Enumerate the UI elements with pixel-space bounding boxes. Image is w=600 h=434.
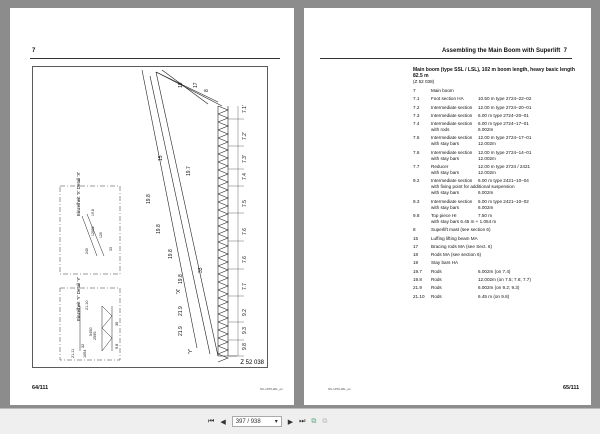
item-value: 10.50 m type 2724–22–02 bbox=[478, 96, 532, 102]
item-number: 7.1 bbox=[413, 96, 420, 102]
detail-y-label: 5450 bbox=[89, 327, 93, 336]
first-page-button[interactable]: ⏮ bbox=[208, 417, 215, 425]
item-number: 21.10 bbox=[413, 293, 425, 299]
detail-y-label: 21.11 bbox=[71, 348, 75, 358]
detail-x-label: 19.8 bbox=[91, 209, 95, 216]
item-value: 12.00 m type 2724–17–01 12.002m bbox=[478, 135, 532, 147]
list-item bbox=[413, 236, 583, 242]
boom-label: 33 bbox=[198, 267, 204, 273]
boom-label: 18 bbox=[178, 82, 184, 88]
previous-page-button[interactable]: ◀ bbox=[220, 418, 226, 426]
item-value: 6.00 m type 2421–10–02 6.002m bbox=[478, 198, 529, 210]
page-display: 397 / 938 bbox=[235, 419, 261, 425]
item-description: Intermediate section bbox=[431, 178, 473, 184]
item-value bbox=[491, 227, 584, 233]
item-description: Top piece HI bbox=[431, 212, 457, 218]
item-description: Reducer with stay bars bbox=[431, 164, 460, 176]
list-item bbox=[413, 252, 583, 258]
item-number: 9.3 bbox=[413, 198, 420, 204]
item-value: 6.45 m (on 9.8) bbox=[478, 293, 510, 299]
page-number: 65/111 bbox=[563, 385, 580, 391]
item-number: 7.3 bbox=[413, 112, 420, 118]
boom-label: 'X' bbox=[176, 288, 182, 294]
item-value bbox=[458, 260, 583, 266]
list-item bbox=[413, 113, 583, 119]
item-number: 7 bbox=[413, 88, 416, 93]
item-description: Rods MA (see section 6) bbox=[431, 252, 482, 258]
item-value bbox=[454, 88, 583, 94]
item-number: 7.6 bbox=[413, 149, 420, 155]
boom-label: 21.9 bbox=[178, 306, 184, 316]
item-value bbox=[478, 236, 583, 242]
section-label: 7.2' bbox=[242, 132, 248, 140]
item-number: 18 bbox=[413, 252, 419, 258]
item-number: 7.2 bbox=[413, 104, 420, 110]
detail-y-label: 35 bbox=[115, 321, 119, 326]
list-item bbox=[413, 135, 583, 147]
item-description: Intermediate section with rods bbox=[431, 121, 473, 133]
item-value: 6.00 m type 2724–20–01 bbox=[478, 112, 529, 118]
boom-label: 19.8 bbox=[156, 224, 162, 234]
item-description: Foot section HA bbox=[431, 96, 464, 102]
section-label: 9.8 bbox=[242, 343, 248, 350]
item-description: Intermediate section with stay bars bbox=[431, 149, 473, 161]
item-value: 6.00 m type 2724–17–01 6.002m bbox=[478, 121, 529, 133]
list-item bbox=[413, 199, 583, 211]
list-item bbox=[413, 269, 583, 275]
list-item bbox=[413, 227, 583, 233]
list-item bbox=[413, 178, 583, 196]
list-item bbox=[413, 150, 583, 162]
page-header bbox=[442, 48, 567, 54]
header-rule bbox=[320, 58, 572, 59]
drawing-ref: Z 52 038 bbox=[240, 360, 264, 366]
section-label: 7.6 bbox=[242, 256, 248, 263]
paste-icon[interactable]: ⧉ bbox=[322, 417, 328, 425]
item-value: 6.002m (on 9.2; 9.3) bbox=[478, 285, 520, 291]
item-description: Rods bbox=[431, 268, 442, 274]
detail-x-label: 240 bbox=[85, 248, 89, 254]
item-description: Stay bars HA bbox=[431, 260, 459, 266]
item-description: Main boom bbox=[431, 88, 454, 93]
list-item bbox=[413, 88, 583, 94]
boom-label: 19.7 bbox=[186, 166, 192, 176]
detail-x-label: 33 bbox=[109, 247, 113, 251]
chapter-number: 7 bbox=[563, 48, 567, 54]
list-item bbox=[413, 260, 583, 266]
boom-label: 'Y' bbox=[188, 348, 194, 354]
detail-x-title: Einzelheit 'X' Detail 'X' bbox=[76, 171, 81, 216]
item-description: Superlift mast (see section 6) bbox=[431, 227, 491, 233]
item-value: 6.002m bbox=[478, 190, 494, 196]
item-value: 6.00 m type 2421–10–04 bbox=[478, 178, 529, 184]
list-item bbox=[413, 277, 583, 283]
list-item bbox=[413, 121, 583, 133]
item-description: Intermediate section with stay bars bbox=[431, 198, 473, 210]
item-description: Rods bbox=[431, 285, 442, 291]
item-value: 12.002m (on 7.5; 7.6; 7.7) bbox=[478, 277, 531, 283]
header-title: Assembling the Main Boom with Superlift bbox=[441, 48, 561, 54]
detail-y-label: 32 bbox=[81, 343, 85, 348]
chapter-number: 7 bbox=[32, 48, 36, 54]
item-description: Intermediate section bbox=[431, 112, 473, 118]
item-note: with fixing point for additional suspension bbox=[431, 184, 515, 190]
item-note: with stay bars 6.45 m + 1.054 m bbox=[431, 218, 497, 224]
dropdown-icon[interactable]: ▾ bbox=[274, 419, 278, 425]
item-description: Rods bbox=[431, 293, 442, 299]
section-label: 9.2 bbox=[242, 309, 248, 316]
header-rule bbox=[30, 58, 280, 59]
page-number: 64/111 bbox=[32, 385, 49, 391]
item-number: 9.8 bbox=[413, 212, 420, 218]
last-page-button[interactable]: ⏭ bbox=[299, 417, 306, 425]
item-value: 12.00 m type 2724 / 2421 12.002m bbox=[478, 164, 531, 176]
item-value bbox=[481, 252, 583, 258]
parts-list bbox=[413, 67, 583, 300]
list-item bbox=[413, 164, 583, 176]
doc-code: SC-1970-20L_en bbox=[328, 387, 351, 391]
boom-label: 21.9 bbox=[178, 326, 184, 336]
list-title: Main boom (type SSL / LSL), 102 m boom length, heavy basic length 82.5 m bbox=[413, 67, 575, 79]
left-page bbox=[10, 8, 294, 405]
detail-y-label: 2595 bbox=[93, 331, 97, 340]
boom-label: 19.8 bbox=[168, 249, 174, 259]
item-number: 17 bbox=[413, 243, 419, 249]
detail-y-label: 1054 bbox=[83, 349, 87, 358]
item-value: 6.002m (on 7.4) bbox=[478, 268, 511, 274]
item-number: 19.8 bbox=[413, 277, 422, 283]
boom-label: 8 bbox=[204, 89, 210, 92]
item-value: 7.50 m bbox=[478, 212, 493, 218]
section-label: 7.3' bbox=[242, 155, 248, 163]
list-item bbox=[413, 244, 583, 250]
detail-y-title: Einzelheit 'Y' Detail 'Y' bbox=[76, 276, 81, 321]
detail-y-label: 21.10 bbox=[85, 300, 89, 310]
item-number: 7.5 bbox=[413, 135, 420, 141]
section-label: 7.7 bbox=[242, 283, 248, 290]
item-number: 19.7 bbox=[413, 268, 422, 274]
boom-label: 17 bbox=[193, 82, 199, 88]
item-number: 21.9 bbox=[413, 285, 422, 291]
next-page-button[interactable]: ▶ bbox=[287, 418, 294, 426]
detail-x-label: 12002 bbox=[91, 226, 95, 236]
detail-x-label: 120 bbox=[99, 232, 103, 238]
list-item bbox=[413, 96, 583, 102]
boom-label: 15 bbox=[158, 155, 164, 161]
detail-y-label: 9.8 bbox=[115, 343, 119, 349]
item-description: Luffing lifting beam MA bbox=[431, 235, 478, 241]
boom-label: 19.8 bbox=[178, 274, 184, 284]
item-note: with stay bars bbox=[431, 190, 460, 196]
item-value: 12.00 m type 2724–14–01 12.002m bbox=[478, 149, 532, 161]
item-number: 8 bbox=[413, 227, 416, 233]
right-page bbox=[304, 8, 591, 405]
item-number: 7.4 bbox=[413, 121, 420, 127]
section-label: 7.4 bbox=[242, 173, 248, 180]
list-item bbox=[413, 285, 583, 291]
item-value bbox=[492, 244, 583, 250]
item-number: 7.7 bbox=[413, 164, 420, 170]
item-description: Bracing rods MA (see Sect. 6) bbox=[431, 243, 493, 249]
list-item bbox=[413, 294, 583, 300]
drawing-ref: (Z 52 038) bbox=[413, 79, 435, 84]
item-value: 12.00 m type 2724–20–01 bbox=[478, 104, 532, 110]
item-description: Intermediate section with stay bars bbox=[431, 135, 473, 147]
boom-assembly-drawing bbox=[32, 66, 268, 368]
section-label: 7.6 bbox=[242, 228, 248, 235]
list-item bbox=[413, 105, 583, 111]
item-description: Rods bbox=[431, 277, 442, 283]
copy-icon[interactable]: ⧉ bbox=[311, 417, 317, 425]
item-number: 15 bbox=[413, 235, 419, 241]
section-label: 7.5 bbox=[242, 200, 248, 207]
boom-label: 19.8 bbox=[146, 194, 152, 204]
page-number-input[interactable] bbox=[232, 416, 282, 427]
pdf-toolbar bbox=[0, 408, 600, 434]
main-boom-lattice bbox=[218, 106, 237, 362]
section-label: 9.3 bbox=[242, 327, 248, 334]
section-label: 7.1' bbox=[242, 105, 248, 113]
doc-code: SC-1970-20L_en bbox=[260, 387, 283, 391]
list-item bbox=[413, 213, 583, 225]
item-description: Intermediate section bbox=[431, 104, 473, 110]
item-number: 19 bbox=[413, 260, 419, 266]
item-number: 9.2 bbox=[413, 178, 420, 184]
